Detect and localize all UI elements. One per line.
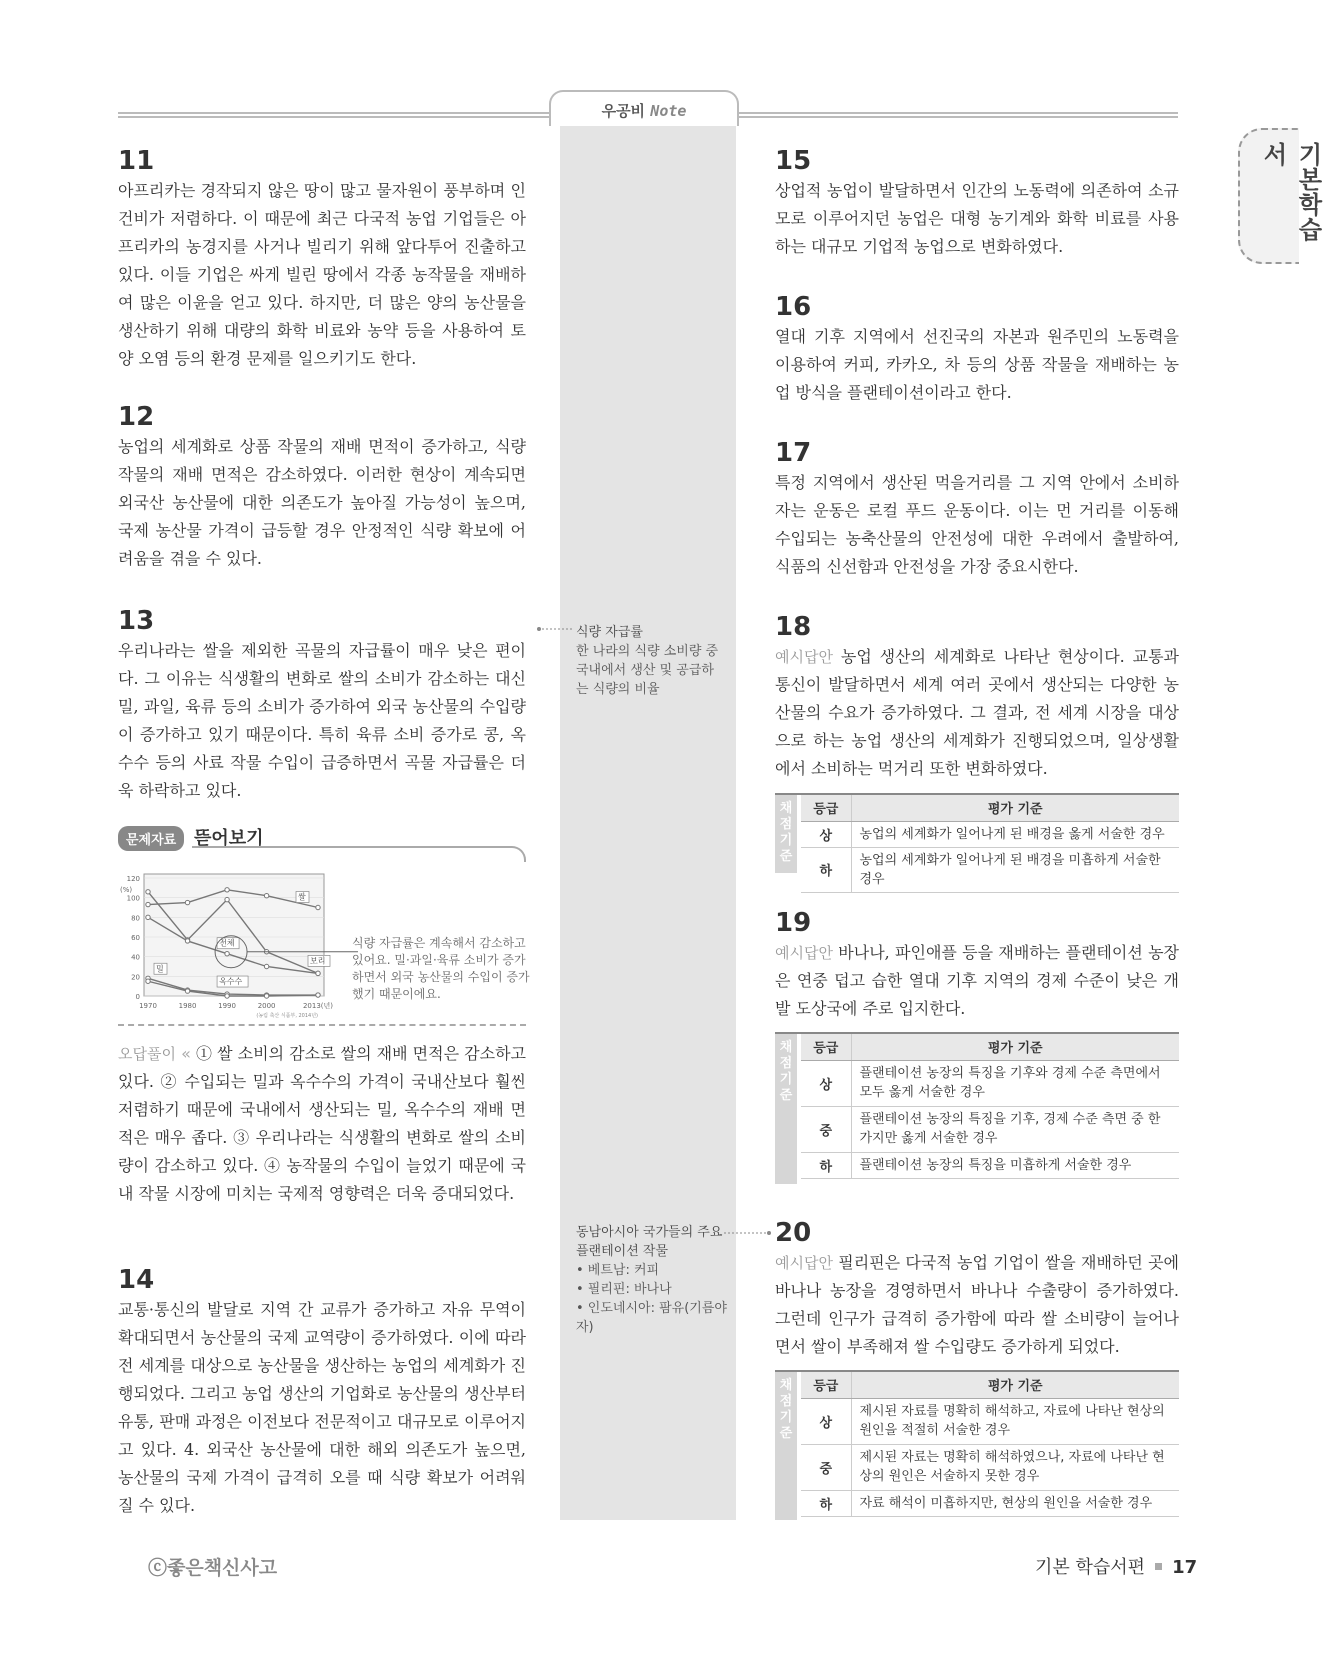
y-unit-label: (%) xyxy=(120,886,133,894)
note-tab xyxy=(549,90,739,126)
answer-15: 상업적 농업이 발달하면서 인간의 노동력에 의존하여 소규모로 이루어지던 농업은 대형 농기계와 화학 비료를 사용하는 대규모 기업적 농업으로 변화하였다. xyxy=(775,181,1179,256)
example-answer-text: 바나나, 파인애플 등을 재배하는 플랜테이션 농장은 연중 덥고 습한 열대 기후 지역의 경제 수준이 낮은 개발 도상국에 주로 입지한다. xyxy=(775,943,1179,1018)
wrong-answer-arrow-icon: « xyxy=(181,1044,191,1063)
margin-note-title-2: 동남아시아 국가들의 주요 플랜테이션 작물 xyxy=(576,1225,723,1259)
question-number-11: 11 xyxy=(118,146,155,176)
criteria-cell: 농업의 세계화가 일어나게 된 배경을 옳게 서술한 경우 xyxy=(851,821,1179,847)
chart-note: 식량 자급률은 계속해서 감소하고 있어요. 밀·과일·육류 소비가 증가하면서 외국 농산물의 수입이 증가했기 때문이에요. xyxy=(352,936,530,1001)
data-viewer-header xyxy=(118,822,526,852)
grade-cell: 하 xyxy=(801,1490,851,1516)
answer-11: 아프리카는 경작되지 않은 땅이 많고 물자원이 풍부하며 인건비가 저렴하다. 이 때문에 최근 다국적 농업 기업들은 아프리카의 농경지를 사거나 빌리기 위해 앞다투어 진출하고 있다. 이들 기업은 싸게 빌린 땅에서 각종 농작물을 재배하여 많은 이윤을 얻고 있다. 하지만, 더 많은 양의 농산물을 생산하기 위해 대량의 화학 비료와 농약 등을 사용하여 토양 오염 등의 환경 문제를 일으키기도 한다. xyxy=(118,181,526,368)
wrong-answer-text: ① 쌀 소비의 감소로 쌀의 재배 면적은 감소하고 있다. ② 수입되는 밀과 옥수수의 가격이 국내산보다 훨씬 저렴하기 때문에 국내에서 생산되는 밀, 옥수수의 재배 면적은 매우 좁다. ③ 우리나라는 식생활의 변화로 쌀의 소비량이 감소하고 있다. ④ 농작물의 수입이 늘었기 때문에 국내 작물 시장에 미치는 국제적 영향력은 더욱 증대되었다. xyxy=(118,1044,526,1203)
grade-header: 등급 xyxy=(801,1034,851,1060)
question-number-16: 16 xyxy=(775,292,812,322)
series-label: 쌀 xyxy=(298,892,306,902)
margin-note-text: 한 나라의 식량 소비량 중 국내에서 생산 및 공급하는 식량의 비율 xyxy=(576,644,719,697)
criteria-cell: 제시된 자료는 명확히 해석하였으나, 자료에 나타난 현상의 원인은 서술하지 못한 경우 xyxy=(851,1444,1179,1490)
rubric-label: 채점기준 xyxy=(775,1034,797,1184)
example-answer-label: 예시답안 xyxy=(775,944,833,962)
question-number-15: 15 xyxy=(775,146,812,176)
book-section: 기본 학습서편 xyxy=(1035,1557,1146,1578)
question-number-20: 20 xyxy=(775,1218,812,1248)
self-sufficiency-chart xyxy=(118,868,332,1018)
grade-header: 등급 xyxy=(801,1372,851,1398)
series-label: 전체 xyxy=(219,938,235,948)
criteria-header: 평가 기준 xyxy=(851,795,1179,821)
y-tick-label: 20 xyxy=(131,973,140,982)
data-point xyxy=(146,890,150,894)
question-number-18: 18 xyxy=(775,612,812,642)
margin-note-title: 식량 자급률 xyxy=(576,625,643,640)
data-point xyxy=(264,964,268,968)
data-point xyxy=(316,993,320,997)
data-point xyxy=(185,939,189,943)
x-tick-label: 1990 xyxy=(218,1002,236,1010)
rubric-table xyxy=(801,795,1179,893)
side-tab-label: 기본학습서 xyxy=(1259,142,1322,242)
data-point xyxy=(225,888,229,892)
example-answer-label: 예시답안 xyxy=(775,1254,833,1272)
margin-note-connector-2 xyxy=(722,1228,772,1238)
side-tab[interactable] xyxy=(1238,128,1322,264)
grade-cell: 하 xyxy=(801,1152,851,1178)
series-label: 옥수수 xyxy=(219,977,243,987)
grade-cell: 상 xyxy=(801,821,851,847)
series-label: 밀 xyxy=(156,964,164,974)
question-number-13: 13 xyxy=(118,606,155,636)
margin-note-item: • 인도네시아: 팜유(기름야자) xyxy=(576,1301,727,1335)
note-tab-ko: 우공비 xyxy=(601,102,646,120)
criteria-cell: 플랜테이션 농장의 특징을 미흡하게 서술한 경우 xyxy=(851,1152,1179,1178)
criteria-cell: 자료 해석이 미흡하지만, 현상의 원인을 서술한 경우 xyxy=(851,1490,1179,1516)
grade-header: 등급 xyxy=(801,795,851,821)
y-tick-label: 100 xyxy=(126,894,140,903)
y-tick-label: 60 xyxy=(131,934,140,942)
dashed-separator xyxy=(118,1024,526,1026)
viewer-underline xyxy=(192,846,526,862)
grade-cell: 중 xyxy=(801,1106,851,1152)
data-point xyxy=(146,902,150,906)
data-point xyxy=(146,979,150,983)
rubric-table xyxy=(801,1034,1179,1179)
data-point xyxy=(185,900,189,904)
page-number: 17 xyxy=(1172,1557,1198,1578)
rubric-table xyxy=(801,1372,1179,1517)
answer-18 xyxy=(775,643,1179,783)
y-tick-label: 120 xyxy=(126,875,140,883)
margin-note-connector xyxy=(536,624,576,634)
answer-17: 특정 지역에서 생산된 먹을거리를 그 지역 안에서 소비하자는 운동은 로컬 푸드 운동이다. 이는 먼 거리를 이동해 수입되는 농축산물의 안전성에 대한 우려에서 출발하여, 식품의 신선함과 안전성을 가장 중요시한다. xyxy=(775,473,1179,576)
chart-source: (농림 축산 식품부, 2014년) xyxy=(256,1013,318,1019)
example-answer-label: 예시답안 xyxy=(775,648,833,666)
rubric-20 xyxy=(775,1370,1179,1518)
grade-cell: 하 xyxy=(801,847,851,892)
question-number-17: 17 xyxy=(775,438,812,468)
grade-cell: 상 xyxy=(801,1060,851,1106)
data-point xyxy=(225,897,229,901)
criteria-cell: 플랜테이션 농장의 특징을 기후, 경제 수준 측면 중 한 가지만 옳게 서술한 경우 xyxy=(851,1106,1179,1152)
rubric-label: 채점기준 xyxy=(775,1372,797,1520)
data-point xyxy=(225,952,229,956)
criteria-cell: 제시된 자료를 명확히 해석하고, 자료에 나타난 현상의 원인을 적절히 서술한 경우 xyxy=(851,1398,1179,1444)
margin-note-item: • 필리핀: 바나나 xyxy=(576,1282,672,1297)
x-tick-label: 1980 xyxy=(178,1002,197,1010)
page-footer xyxy=(1035,1553,1197,1579)
answer-12: 농업의 세계화로 상품 작물의 재배 면적이 증가하고, 식량 작물의 재배 면적은 감소하였다. 이러한 현상이 계속되면 외국산 농산물에 대한 의존도가 높아질 가능성이 높으며, 국제 농산물 가격이 급등할 경우 안정적인 식량 확보에 어려움을 겪을 수 있다. xyxy=(118,437,526,568)
example-answer-text: 필리핀은 다국적 농업 기업이 쌀을 재배하던 곳에 바나나 농장을 경영하면서 바나나 수출량이 증가하였다. 그런데 인구가 급격히 증가함에 따라 쌀 소비량이 늘어나면서 쌀이 부족해져 쌀 수입량도 증가하게 되었다. xyxy=(775,1253,1179,1356)
publisher-logo: ⓒ좋은책신사고 xyxy=(148,1557,278,1579)
data-point xyxy=(264,994,268,998)
data-badge: 문제자료 xyxy=(118,826,184,851)
y-tick-label: 80 xyxy=(131,914,140,923)
wrong-answer-label: 오답풀이 xyxy=(118,1045,176,1063)
rubric-18 xyxy=(775,793,1179,887)
x-tick-label: 2000 xyxy=(257,1002,276,1010)
series-label: 보리 xyxy=(310,956,326,966)
grade-cell: 상 xyxy=(801,1398,851,1444)
wrong-answer-explanation xyxy=(118,1040,526,1208)
x-tick-label: 1970 xyxy=(139,1002,157,1010)
margin-note-self-sufficiency xyxy=(576,623,726,699)
footer-square-icon xyxy=(1155,1563,1162,1570)
data-point xyxy=(316,905,320,909)
margin-note-item: • 베트남: 커피 xyxy=(576,1263,660,1278)
question-number-19: 19 xyxy=(775,908,812,938)
viewer-title: 뜯어보기 xyxy=(194,828,264,849)
y-tick-label: 0 xyxy=(135,993,140,1001)
data-point xyxy=(316,971,320,975)
rubric-label: 채점기준 xyxy=(775,795,797,873)
data-point xyxy=(225,994,229,998)
criteria-header: 평가 기준 xyxy=(851,1372,1179,1398)
answer-16: 열대 기후 지역에서 선진국의 자본과 원주민의 노동력을 이용하여 커피, 카카오, 차 등의 상품 작물을 재배하는 농업 방식을 플랜테이션이라고 한다. xyxy=(775,327,1179,402)
y-tick-label: 40 xyxy=(131,953,140,962)
criteria-cell: 플랜테이션 농장의 특징을 기후와 경제 수준 측면에서 모두 옳게 서술한 경우 xyxy=(851,1060,1179,1106)
grade-cell: 중 xyxy=(801,1444,851,1490)
data-point xyxy=(185,989,189,993)
example-answer-text: 농업 생산의 세계화로 나타난 현상이다. 교통과 통신이 발달하면서 세계 여러 곳에서 생산되는 다양한 농산물의 수요가 증가하였다. 그 결과, 전 세계 시장을 대상으로 하는 농업 생산의 세계화가 진행되었으며, 일상생활에서 소비하는 먹거리 또한 변화하였다. xyxy=(775,647,1179,778)
data-point xyxy=(146,915,150,919)
question-number-12: 12 xyxy=(118,402,155,432)
note-tab-en: Note xyxy=(650,102,687,120)
rubric-19 xyxy=(775,1032,1179,1182)
criteria-cell: 농업의 세계화가 일어나게 된 배경을 미흡하게 서술한 경우 xyxy=(851,847,1179,892)
answer-20 xyxy=(775,1249,1179,1361)
answer-14: 교통·통신의 발달로 지역 간 교류가 증가하고 자유 무역이 확대되면서 농산물의 국제 교역량이 증가하였다. 이에 따라 전 세계를 대상으로 농산물을 생산하는 농업의 세계화가 진행되었다. 그리고 농업 생산의 기업화로 농산물의 생산부터 유통, 판매 과정은 이전보다 전문적이고 대규모로 이루어지고 있다. 4. 외국산 농산물에 대한 해외 의존도가 높으면, 농산물의 국제 가격이 급격히 오를 때 식량 확보가 어려워질 수 있다. xyxy=(118,1300,526,1515)
criteria-header: 평가 기준 xyxy=(851,1034,1179,1060)
question-number-14: 14 xyxy=(118,1265,155,1295)
margin-note-plantation xyxy=(576,1223,728,1337)
answer-19 xyxy=(775,939,1179,1023)
x-tick-label: 2013(년) xyxy=(302,1002,334,1010)
answer-13: 우리나라는 쌀을 제외한 곡물의 자급률이 매우 낮은 편이다. 그 이유는 식생활의 변화로 쌀의 소비가 감소하는 대신 밀, 과일, 육류 등의 소비가 증가하여 외국 농산물의 수입량이 증가하고 있기 때문이다. 특히 육류 소비 증가로 콩, 옥수수 등의 사료 작물 수입이 급증하면서 곡물 자급률은 더욱 하락하고 있다. xyxy=(118,641,526,800)
data-point xyxy=(264,894,268,898)
